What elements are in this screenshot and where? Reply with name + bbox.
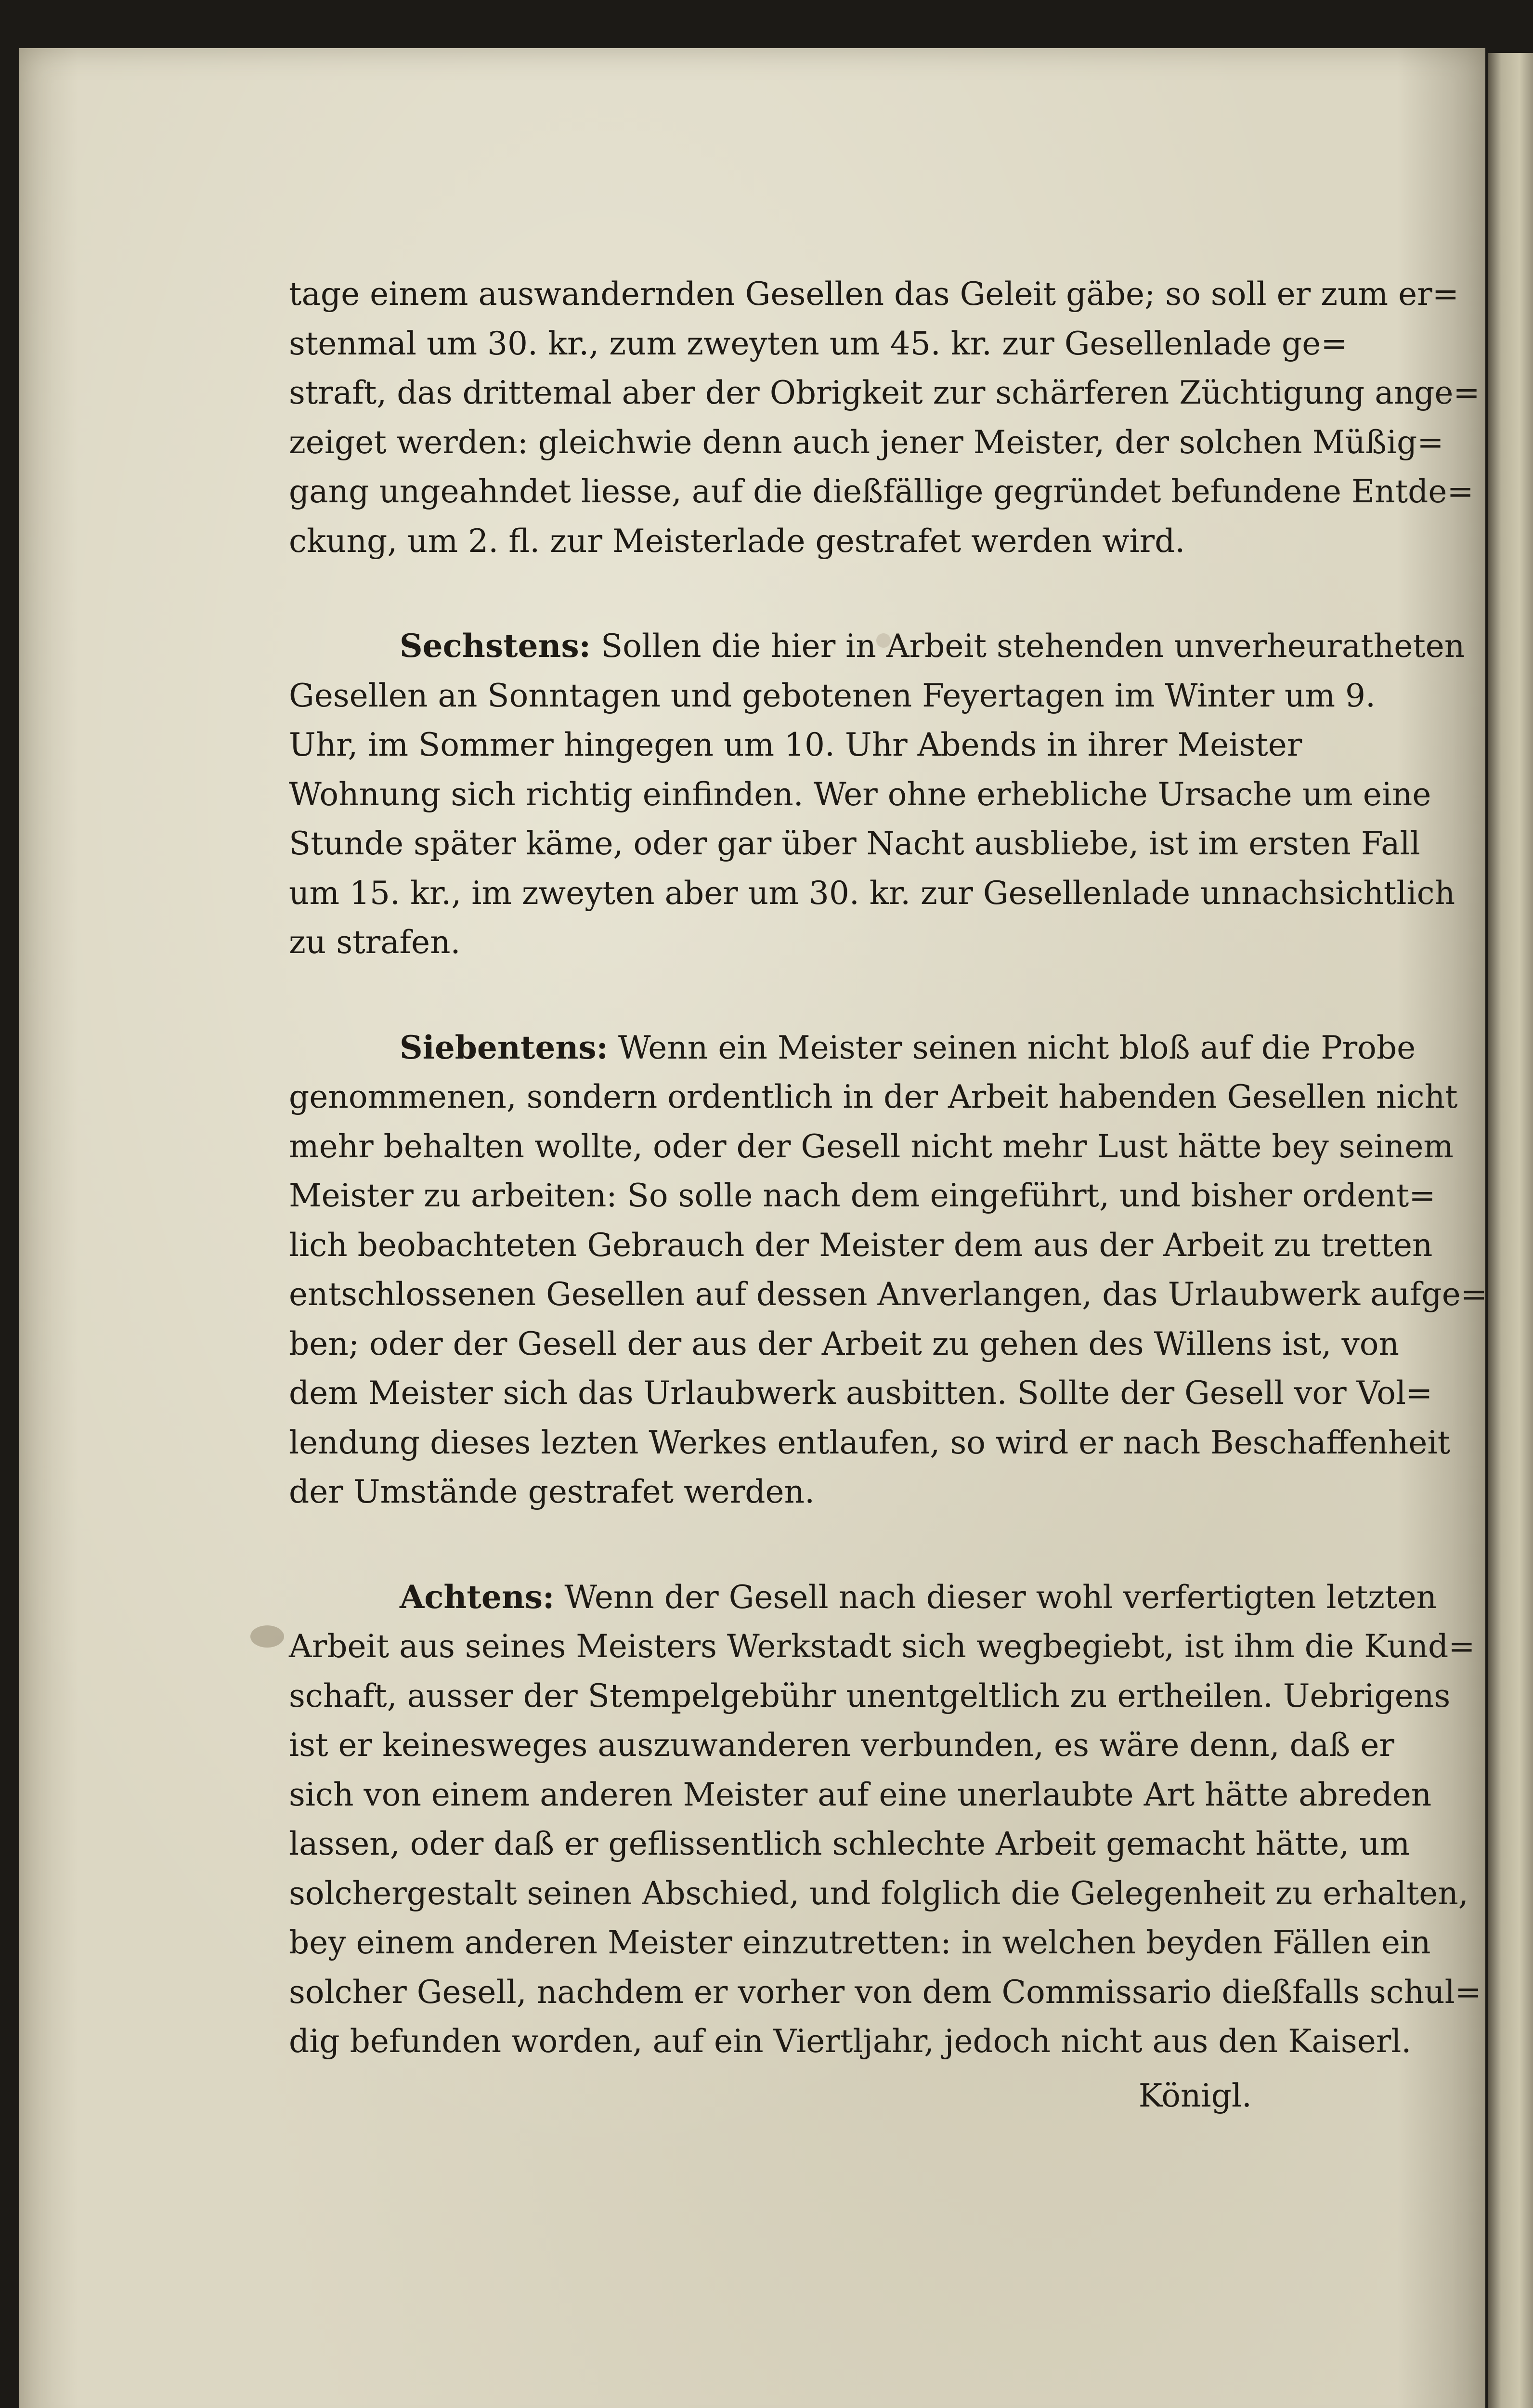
text-line: um 15. kr., im zweyten aber um 30. kr. zur Gesellenlade unnachsichtlich bbox=[289, 874, 1455, 912]
text-line: Sollen die hier in Arbeit stehenden unverheuratheten bbox=[600, 628, 1465, 665]
text-line: ckung, um 2. fl. zur Meisterlade gestrafet werden wird. bbox=[289, 522, 1185, 560]
next-page-edge bbox=[1488, 53, 1533, 2408]
text-line: schaft, ausser der Stempelgebühr unentgeltlich zu ertheilen. Uebrigens bbox=[289, 1677, 1451, 1714]
text-line: entschlossenen Gesellen auf dessen Anverlangen, das Urlaubwerk aufge= bbox=[289, 1276, 1488, 1313]
text-line: der Umstände gestrafet werden. bbox=[289, 1473, 815, 1510]
paragraph-heading: Achtens: bbox=[400, 1578, 555, 1616]
paragraph-sechstens bbox=[289, 621, 1465, 968]
text-line: Gesellen an Sonntagen und gebotenen Feyertagen im Winter um 9. bbox=[289, 677, 1376, 714]
text-line: solcher Gesell, nachdem er vorher von dem Commissario dießfalls schul= bbox=[289, 1973, 1482, 2011]
paragraph-heading: Sechstens: bbox=[400, 627, 591, 665]
text-line: solchergestalt seinen Abschied, und folglich die Gelegenheit zu erhalten, bbox=[289, 1874, 1468, 1912]
text-line: zeiget werden: gleichwie denn auch jener Meister, der solchen Müßig= bbox=[289, 423, 1444, 461]
text-line: gang ungeahndet liesse, auf die dießfällige gegründet befundene Entde= bbox=[289, 473, 1474, 510]
text-line: bey einem anderen Meister einzutretten: in welchen beyden Fällen ein bbox=[289, 1924, 1431, 1961]
text-line: mehr behalten wollte, oder der Gesell nicht mehr Lust hätte bey seinem bbox=[289, 1127, 1454, 1165]
text-line-with-heading bbox=[289, 621, 1465, 671]
paragraph-achtens bbox=[289, 1572, 1482, 2121]
text-line: lich beobachteten Gebrauch der Meister dem aus der Arbeit zu tretten bbox=[289, 1226, 1433, 1264]
paragraph-siebentens bbox=[289, 1023, 1488, 1517]
text-line: lassen, oder daß er geflissentlich schlechte Arbeit gemacht hätte, um bbox=[289, 1825, 1410, 1862]
paper-stain bbox=[250, 1625, 284, 1648]
text-line: sich von einem anderen Meister auf eine unerlaubte Art hätte abreden bbox=[289, 1776, 1432, 1813]
text-line: Uhr, im Sommer hingegen um 10. Uhr Abends in ihrer Meister bbox=[289, 726, 1302, 763]
paragraph-continuation bbox=[289, 270, 1480, 566]
text-line-with-heading bbox=[289, 1572, 1437, 1623]
text-line: stenmal um 30. kr., zum zweyten um 45. kr. zur Gesellenlade ge= bbox=[289, 325, 1348, 362]
text-line: straft, das drittemal aber der Obrigkeit zur schärferen Züchtigung ange= bbox=[289, 374, 1480, 411]
text-line: dig befunden worden, auf ein Viertljahr, jedoch nicht aus den Kaiserl. bbox=[289, 2023, 1412, 2060]
text-line: Wenn der Gesell nach dieser wohl verfertigten letzten bbox=[564, 1578, 1437, 1616]
text-line: Wohnung sich richtig einfinden. Wer ohne erhebliche Ursache um eine bbox=[289, 775, 1431, 813]
text-line-with-heading bbox=[289, 1023, 1416, 1073]
document-text bbox=[289, 270, 1488, 2120]
text-line: ben; oder der Gesell der aus der Arbeit zu gehen des Willens ist, von bbox=[289, 1325, 1400, 1362]
text-line: Stunde später käme, oder gar über Nacht ausbliebe, ist im ersten Fall bbox=[289, 825, 1420, 862]
paragraph-heading: Siebentens: bbox=[400, 1028, 608, 1066]
text-line: ist er keinesweges auszuwanderen verbunden, es wäre denn, daß er bbox=[289, 1727, 1394, 1764]
text-line: dem Meister sich das Urlaubwerk ausbitten. Sollte der Gesell vor Vol= bbox=[289, 1374, 1433, 1412]
text-line: genommenen, sondern ordentlich in der Arbeit habenden Gesellen nicht bbox=[289, 1078, 1458, 1115]
text-line: Wenn ein Meister seinen nicht bloß auf die Probe bbox=[618, 1029, 1416, 1066]
catchword: Königl. bbox=[1138, 2077, 1252, 2114]
text-line: Arbeit aus seines Meisters Werkstadt sich wegbegiebt, ist ihm die Kund= bbox=[289, 1628, 1475, 1665]
text-line: tage einem auswandernden Gesellen das Geleit gäbe; so soll er zum er= bbox=[289, 275, 1459, 313]
text-line: zu strafen. bbox=[289, 924, 461, 961]
text-line: Meister zu arbeiten: So solle nach dem eingeführt, und bisher ordent= bbox=[289, 1177, 1436, 1214]
text-line: lendung dieses lezten Werkes entlaufen, so wird er nach Beschaffenheit bbox=[289, 1424, 1451, 1461]
